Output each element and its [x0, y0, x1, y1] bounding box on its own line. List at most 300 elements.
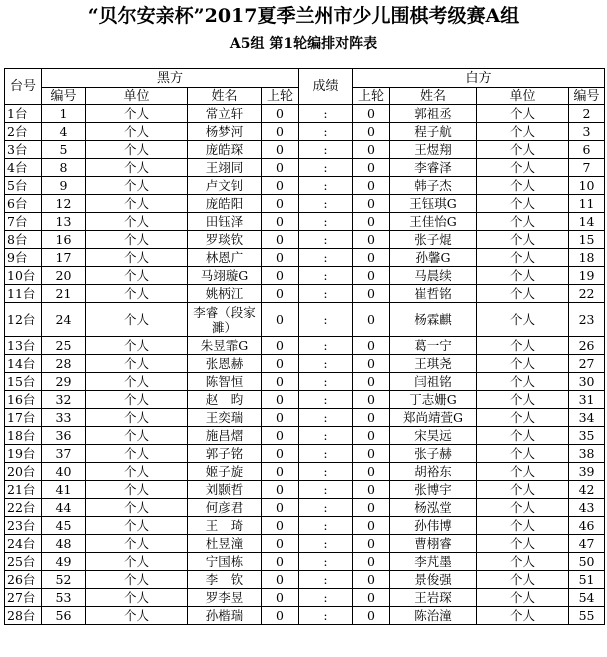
white-name-cell: 李睿泽: [390, 159, 477, 177]
white-unit-cell: 个人: [477, 535, 569, 553]
header-black-num: 编号: [42, 88, 86, 105]
white-name-cell: 王岩琛: [390, 589, 477, 607]
white-prev-score-cell: 0: [353, 499, 390, 517]
board-cell: 27台: [5, 589, 42, 607]
white-prev-score-cell: 0: [353, 303, 390, 337]
table-row: [5, 355, 605, 373]
board-cell: 26台: [5, 571, 42, 589]
white-unit-cell: 个人: [477, 123, 569, 141]
white-name-cell: 杨霖麒: [390, 303, 477, 337]
white-unit-cell: 个人: [477, 249, 569, 267]
black-prev-score-cell: 0: [262, 249, 299, 267]
white-name-cell: 景俊强: [390, 571, 477, 589]
table-row: [5, 337, 605, 355]
white-number-cell: 43: [569, 499, 605, 517]
table-row: [5, 105, 605, 123]
black-unit-cell: 个人: [86, 463, 188, 481]
board-cell: 8台: [5, 231, 42, 249]
black-name-cell: 孙楷瑞: [188, 607, 262, 625]
table-row: [5, 535, 605, 553]
black-name-cell: 陈智恒: [188, 373, 262, 391]
black-prev-score-cell: 0: [262, 463, 299, 481]
white-name-cell: 葛一宁: [390, 337, 477, 355]
board-cell: 23台: [5, 517, 42, 535]
black-name-cell: 李睿（段家濉）: [188, 303, 262, 337]
black-name-cell: 宁国栋: [188, 553, 262, 571]
result-cell: :: [299, 445, 353, 463]
black-name-cell: 郭子铭: [188, 445, 262, 463]
black-prev-score-cell: 0: [262, 141, 299, 159]
white-prev-score-cell: 0: [353, 409, 390, 427]
white-prev-score-cell: 0: [353, 123, 390, 141]
board-cell: 14台: [5, 355, 42, 373]
white-prev-score-cell: 0: [353, 391, 390, 409]
white-unit-cell: 个人: [477, 231, 569, 249]
result-cell: :: [299, 337, 353, 355]
table-row: [5, 427, 605, 445]
black-prev-score-cell: 0: [262, 195, 299, 213]
white-unit-cell: 个人: [477, 105, 569, 123]
black-prev-score-cell: 0: [262, 213, 299, 231]
white-name-cell: 韩子杰: [390, 177, 477, 195]
black-number-cell: 33: [42, 409, 86, 427]
black-number-cell: 49: [42, 553, 86, 571]
white-number-cell: 55: [569, 607, 605, 625]
black-number-cell: 52: [42, 571, 86, 589]
white-name-cell: 陈治潼: [390, 607, 477, 625]
white-name-cell: 孙伟博: [390, 517, 477, 535]
black-unit-cell: 个人: [86, 249, 188, 267]
black-prev-score-cell: 0: [262, 355, 299, 373]
black-number-cell: 29: [42, 373, 86, 391]
white-unit-cell: 个人: [477, 373, 569, 391]
white-number-cell: 31: [569, 391, 605, 409]
board-cell: 16台: [5, 391, 42, 409]
white-prev-score-cell: 0: [353, 589, 390, 607]
document-subtitle: A5组 第1轮编排对阵表: [229, 36, 378, 52]
table-row: [5, 553, 605, 571]
black-unit-cell: 个人: [86, 337, 188, 355]
table-row: [5, 159, 605, 177]
black-number-cell: 16: [42, 231, 86, 249]
black-prev-score-cell: 0: [262, 589, 299, 607]
black-prev-score-cell: 0: [262, 303, 299, 337]
black-prev-score-cell: 0: [262, 607, 299, 625]
black-name-cell: 何彦君: [188, 499, 262, 517]
result-cell: :: [299, 105, 353, 123]
board-cell: 9台: [5, 249, 42, 267]
result-cell: :: [299, 427, 353, 445]
board-cell: 15台: [5, 373, 42, 391]
table-row: [5, 499, 605, 517]
header-white-name: 姓名: [390, 88, 477, 105]
board-cell: 4台: [5, 159, 42, 177]
result-cell: :: [299, 499, 353, 517]
result-cell: :: [299, 391, 353, 409]
white-prev-score-cell: 0: [353, 517, 390, 535]
white-number-cell: 7: [569, 159, 605, 177]
black-number-cell: 1: [42, 105, 86, 123]
header-board: 台号: [5, 69, 42, 105]
white-name-cell: 丁志姗G: [390, 391, 477, 409]
white-unit-cell: 个人: [477, 391, 569, 409]
black-number-cell: 13: [42, 213, 86, 231]
result-cell: :: [299, 373, 353, 391]
table-row: [5, 391, 605, 409]
table-row: [5, 571, 605, 589]
black-prev-score-cell: 0: [262, 285, 299, 303]
black-prev-score-cell: 0: [262, 267, 299, 285]
white-name-cell: 杨泓堂: [390, 499, 477, 517]
black-number-cell: 48: [42, 535, 86, 553]
white-name-cell: 曹栩睿: [390, 535, 477, 553]
white-prev-score-cell: 0: [353, 463, 390, 481]
result-cell: :: [299, 231, 353, 249]
table-row: [5, 607, 605, 625]
table-row: [5, 285, 605, 303]
table-row: [5, 409, 605, 427]
white-unit-cell: 个人: [477, 195, 569, 213]
black-number-cell: 21: [42, 285, 86, 303]
black-unit-cell: 个人: [86, 285, 188, 303]
result-cell: :: [299, 285, 353, 303]
white-prev-score-cell: 0: [353, 607, 390, 625]
white-unit-cell: 个人: [477, 159, 569, 177]
black-prev-score-cell: 0: [262, 427, 299, 445]
result-cell: :: [299, 159, 353, 177]
black-number-cell: 37: [42, 445, 86, 463]
white-unit-cell: 个人: [477, 571, 569, 589]
black-prev-score-cell: 0: [262, 445, 299, 463]
white-name-cell: 张博宇: [390, 481, 477, 499]
white-unit-cell: 个人: [477, 463, 569, 481]
white-unit-cell: 个人: [477, 285, 569, 303]
board-cell: 2台: [5, 123, 42, 141]
header-black: 黑方: [42, 69, 299, 88]
header-black-prev: 上轮: [262, 88, 299, 105]
black-name-cell: 王翊同: [188, 159, 262, 177]
black-name-cell: 李 钦: [188, 571, 262, 589]
white-unit-cell: 个人: [477, 355, 569, 373]
black-unit-cell: 个人: [86, 607, 188, 625]
black-name-cell: 杨梦河: [188, 123, 262, 141]
black-unit-cell: 个人: [86, 159, 188, 177]
black-unit-cell: 个人: [86, 445, 188, 463]
white-prev-score-cell: 0: [353, 159, 390, 177]
table-row: [5, 177, 605, 195]
black-prev-score-cell: 0: [262, 391, 299, 409]
black-name-cell: 田钰泽: [188, 213, 262, 231]
result-cell: :: [299, 267, 353, 285]
white-name-cell: 崔哲铭: [390, 285, 477, 303]
pairing-table: [4, 68, 605, 625]
header-black-name: 姓名: [188, 88, 262, 105]
white-unit-cell: 个人: [477, 337, 569, 355]
black-unit-cell: 个人: [86, 481, 188, 499]
white-number-cell: 51: [569, 571, 605, 589]
board-cell: 13台: [5, 337, 42, 355]
white-prev-score-cell: 0: [353, 267, 390, 285]
white-prev-score-cell: 0: [353, 355, 390, 373]
white-number-cell: 23: [569, 303, 605, 337]
white-name-cell: 孙馨G: [390, 249, 477, 267]
black-unit-cell: 个人: [86, 373, 188, 391]
result-cell: :: [299, 195, 353, 213]
result-cell: :: [299, 535, 353, 553]
black-number-cell: 53: [42, 589, 86, 607]
black-prev-score-cell: 0: [262, 517, 299, 535]
black-number-cell: 8: [42, 159, 86, 177]
white-number-cell: 3: [569, 123, 605, 141]
board-cell: 7台: [5, 213, 42, 231]
black-number-cell: 28: [42, 355, 86, 373]
header-white: 白方: [353, 69, 605, 88]
black-name-cell: 王 琦: [188, 517, 262, 535]
black-unit-cell: 个人: [86, 535, 188, 553]
black-number-cell: 32: [42, 391, 86, 409]
header-white-unit: 单位: [477, 88, 569, 105]
black-name-cell: 刘颢哲: [188, 481, 262, 499]
header-result: 成绩: [299, 69, 353, 105]
black-number-cell: 5: [42, 141, 86, 159]
white-prev-score-cell: 0: [353, 177, 390, 195]
white-prev-score-cell: 0: [353, 105, 390, 123]
white-number-cell: 27: [569, 355, 605, 373]
white-number-cell: 35: [569, 427, 605, 445]
result-cell: :: [299, 355, 353, 373]
white-number-cell: 50: [569, 553, 605, 571]
black-number-cell: 24: [42, 303, 86, 337]
board-cell: 25台: [5, 553, 42, 571]
white-name-cell: 郑尚靖萱G: [390, 409, 477, 427]
white-number-cell: 38: [569, 445, 605, 463]
white-unit-cell: 个人: [477, 499, 569, 517]
table-row: [5, 123, 605, 141]
white-unit-cell: 个人: [477, 445, 569, 463]
header-black-unit: 单位: [86, 88, 188, 105]
black-name-cell: 姬子旋: [188, 463, 262, 481]
white-name-cell: 王琪尧: [390, 355, 477, 373]
black-name-cell: 杜昱潼: [188, 535, 262, 553]
black-name-cell: 赵 昀: [188, 391, 262, 409]
black-unit-cell: 个人: [86, 213, 188, 231]
black-number-cell: 9: [42, 177, 86, 195]
header-white-prev: 上轮: [353, 88, 390, 105]
white-number-cell: 54: [569, 589, 605, 607]
result-cell: :: [299, 517, 353, 535]
black-unit-cell: 个人: [86, 553, 188, 571]
table-row: [5, 481, 605, 499]
white-name-cell: 王煜翔: [390, 141, 477, 159]
white-name-cell: 王钰琪G: [390, 195, 477, 213]
table-row: [5, 213, 605, 231]
white-name-cell: 马晨续: [390, 267, 477, 285]
black-prev-score-cell: 0: [262, 373, 299, 391]
white-number-cell: 14: [569, 213, 605, 231]
board-cell: 21台: [5, 481, 42, 499]
white-number-cell: 47: [569, 535, 605, 553]
black-unit-cell: 个人: [86, 231, 188, 249]
black-unit-cell: 个人: [86, 571, 188, 589]
header-row-group: [5, 69, 605, 88]
white-prev-score-cell: 0: [353, 231, 390, 249]
white-number-cell: 34: [569, 409, 605, 427]
table-row: [5, 195, 605, 213]
result-cell: :: [299, 409, 353, 427]
white-unit-cell: 个人: [477, 213, 569, 231]
black-number-cell: 17: [42, 249, 86, 267]
black-name-cell: 庞皓阳: [188, 195, 262, 213]
white-unit-cell: 个人: [477, 409, 569, 427]
white-prev-score-cell: 0: [353, 373, 390, 391]
result-cell: :: [299, 571, 353, 589]
board-cell: 28台: [5, 607, 42, 625]
black-unit-cell: 个人: [86, 141, 188, 159]
white-prev-score-cell: 0: [353, 249, 390, 267]
black-number-cell: 56: [42, 607, 86, 625]
white-unit-cell: 个人: [477, 589, 569, 607]
black-number-cell: 36: [42, 427, 86, 445]
document-title: “贝尔安亲杯”2017夏季兰州市少儿围棋考级赛A组: [87, 5, 520, 27]
black-prev-score-cell: 0: [262, 337, 299, 355]
white-prev-score-cell: 0: [353, 481, 390, 499]
white-number-cell: 39: [569, 463, 605, 481]
white-unit-cell: 个人: [477, 607, 569, 625]
black-unit-cell: 个人: [86, 499, 188, 517]
result-cell: :: [299, 141, 353, 159]
board-cell: 3台: [5, 141, 42, 159]
black-prev-score-cell: 0: [262, 105, 299, 123]
white-prev-score-cell: 0: [353, 571, 390, 589]
table-row: [5, 517, 605, 535]
white-name-cell: 程子航: [390, 123, 477, 141]
black-number-cell: 40: [42, 463, 86, 481]
black-unit-cell: 个人: [86, 177, 188, 195]
black-name-cell: 庞皓琛: [188, 141, 262, 159]
black-prev-score-cell: 0: [262, 571, 299, 589]
white-number-cell: 26: [569, 337, 605, 355]
black-name-cell: 朱昱霏G: [188, 337, 262, 355]
black-number-cell: 44: [42, 499, 86, 517]
black-name-cell: 张恩赫: [188, 355, 262, 373]
white-unit-cell: 个人: [477, 427, 569, 445]
black-name-cell: 常立轩: [188, 105, 262, 123]
white-number-cell: 10: [569, 177, 605, 195]
white-name-cell: 胡裕东: [390, 463, 477, 481]
white-unit-cell: 个人: [477, 553, 569, 571]
black-name-cell: 林恩广: [188, 249, 262, 267]
white-prev-score-cell: 0: [353, 445, 390, 463]
table-row: [5, 373, 605, 391]
black-number-cell: 45: [42, 517, 86, 535]
white-name-cell: 宋昊远: [390, 427, 477, 445]
board-cell: 18台: [5, 427, 42, 445]
white-number-cell: 42: [569, 481, 605, 499]
black-prev-score-cell: 0: [262, 123, 299, 141]
result-cell: :: [299, 481, 353, 499]
black-unit-cell: 个人: [86, 409, 188, 427]
white-number-cell: 22: [569, 285, 605, 303]
black-name-cell: 卢文钊: [188, 177, 262, 195]
white-unit-cell: 个人: [477, 303, 569, 337]
black-name-cell: 王奕瑞: [188, 409, 262, 427]
black-unit-cell: 个人: [86, 303, 188, 337]
result-cell: :: [299, 249, 353, 267]
white-name-cell: 张子赫: [390, 445, 477, 463]
white-name-cell: 郭祖丞: [390, 105, 477, 123]
white-prev-score-cell: 0: [353, 285, 390, 303]
white-unit-cell: 个人: [477, 177, 569, 195]
black-unit-cell: 个人: [86, 105, 188, 123]
table-row: [5, 589, 605, 607]
board-cell: 20台: [5, 463, 42, 481]
table-row: [5, 249, 605, 267]
black-name-cell: 施昌熠: [188, 427, 262, 445]
black-prev-score-cell: 0: [262, 499, 299, 517]
white-number-cell: 6: [569, 141, 605, 159]
white-prev-score-cell: 0: [353, 213, 390, 231]
white-unit-cell: 个人: [477, 141, 569, 159]
result-cell: :: [299, 123, 353, 141]
white-name-cell: 闫祖铭: [390, 373, 477, 391]
white-unit-cell: 个人: [477, 267, 569, 285]
white-name-cell: 李芃墨: [390, 553, 477, 571]
black-number-cell: 25: [42, 337, 86, 355]
header-white-num: 编号: [569, 88, 605, 105]
result-cell: :: [299, 607, 353, 625]
black-number-cell: 20: [42, 267, 86, 285]
black-number-cell: 41: [42, 481, 86, 499]
board-cell: 6台: [5, 195, 42, 213]
white-number-cell: 46: [569, 517, 605, 535]
black-unit-cell: 个人: [86, 195, 188, 213]
black-name-cell: 罗李昱: [188, 589, 262, 607]
black-unit-cell: 个人: [86, 123, 188, 141]
black-prev-score-cell: 0: [262, 535, 299, 553]
result-cell: :: [299, 463, 353, 481]
white-number-cell: 11: [569, 195, 605, 213]
black-unit-cell: 个人: [86, 517, 188, 535]
black-unit-cell: 个人: [86, 427, 188, 445]
black-number-cell: 4: [42, 123, 86, 141]
black-unit-cell: 个人: [86, 267, 188, 285]
black-prev-score-cell: 0: [262, 481, 299, 499]
black-prev-score-cell: 0: [262, 159, 299, 177]
black-unit-cell: 个人: [86, 355, 188, 373]
board-cell: 17台: [5, 409, 42, 427]
black-name-cell: 姚柄江: [188, 285, 262, 303]
black-prev-score-cell: 0: [262, 409, 299, 427]
result-cell: :: [299, 589, 353, 607]
white-name-cell: 王佳怡G: [390, 213, 477, 231]
black-prev-score-cell: 0: [262, 553, 299, 571]
board-cell: 12台: [5, 303, 42, 337]
white-prev-score-cell: 0: [353, 337, 390, 355]
board-cell: 24台: [5, 535, 42, 553]
white-number-cell: 19: [569, 267, 605, 285]
white-name-cell: 张子焜: [390, 231, 477, 249]
black-name-cell: 罗琰钦: [188, 231, 262, 249]
black-unit-cell: 个人: [86, 589, 188, 607]
board-cell: 22台: [5, 499, 42, 517]
white-prev-score-cell: 0: [353, 141, 390, 159]
black-number-cell: 12: [42, 195, 86, 213]
board-cell: 1台: [5, 105, 42, 123]
white-number-cell: 18: [569, 249, 605, 267]
white-number-cell: 30: [569, 373, 605, 391]
white-prev-score-cell: 0: [353, 427, 390, 445]
black-name-cell: 马翊璇G: [188, 267, 262, 285]
